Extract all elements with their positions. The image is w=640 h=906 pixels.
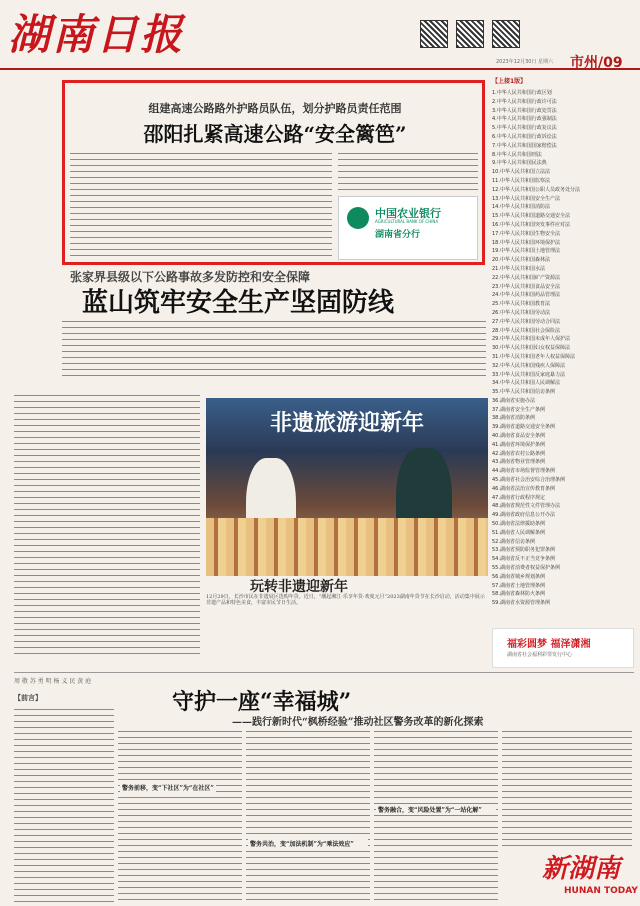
sidebar-list — [492, 76, 634, 636]
sidebar-list-item: 4.中华人民共和国行政强制法 — [492, 116, 557, 123]
bank-name: 中国农业银行 — [375, 207, 441, 220]
sidebar-list-item: 17.中华人民共和国生物安全法 — [492, 230, 560, 237]
sidebar-list-item: 47.湖南省行政程序规定 — [492, 494, 545, 501]
preface-label: 【前言】 — [14, 693, 42, 702]
section-label: 市州/09 — [570, 55, 623, 71]
sidebar-list-item: 48.湖南省规范性文件管理办法 — [492, 503, 560, 510]
sidebar-list-item: 50.湖南省法律援助条例 — [492, 521, 545, 528]
sidebar-list-item: 52.湖南省信访条例 — [492, 538, 535, 545]
sidebar-list-item: 41.湖南省环境保护条例 — [492, 441, 545, 448]
photo-banner-text: 非遗旅游迎新年 — [269, 410, 424, 436]
bottom-headline[interactable]: 守护一座“幸福城” — [172, 689, 352, 715]
sidebar-list-item: 45.湖南省社会治安综合治理条例 — [492, 477, 565, 484]
sidebar-list-item: 51.湖南省人民调解条例 — [492, 529, 545, 536]
author-line: 周 敬 苏 勇 明 杨 义 民 黄 庭 — [14, 678, 92, 685]
sidebar-list-item: 8.中华人民共和国刑法 — [492, 151, 542, 158]
product-shelf — [206, 518, 488, 576]
sidebar-list-item: 1.中华人民共和国行政区划 — [492, 90, 552, 96]
sidebar-list-item: 15.中华人民共和国道路交通安全法 — [492, 213, 570, 220]
bottom-subtitle: ——践行新时代“枫桥经验”推动社区警务改革的新化探索 — [232, 717, 484, 728]
sidebar-list-item: 2.中华人民共和国行政许可法 — [492, 98, 557, 105]
newspaper-title: 湖南日报 — [8, 10, 185, 59]
second-body-text-cont — [14, 392, 200, 656]
bottom-body-col2 — [118, 728, 242, 902]
bottom-body-col4 — [374, 728, 498, 902]
sidebar-list-item: 24.中华人民共和国药品管理法 — [492, 292, 560, 299]
sidebar-list-item: 9.中华人民共和国民法典 — [492, 160, 547, 167]
sidebar-list-item: 53.湖南省预防职务犯罪条例 — [492, 547, 555, 554]
sidebar-list-item: 20.中华人民共和国森林法 — [492, 257, 550, 264]
sidebar-list-item: 19.中华人民共和国土地管理法 — [492, 248, 560, 255]
abc-logo-icon — [347, 207, 369, 229]
second-body-text — [62, 318, 486, 380]
sidebar-list-item: 42.湖南省农村公路条例 — [492, 450, 545, 457]
lead-kicker: 组建高速公路路外护路员队伍，划分护路员责任范围 — [148, 102, 402, 115]
sidebar-list-item: 44.湖南省市场监督管理条例 — [492, 468, 555, 475]
sidebar-list-item: 10.中华人民共和国立法法 — [492, 169, 550, 176]
sidebar-list-item: 33.中华人民共和国反家庭暴力法 — [492, 371, 565, 378]
sidebar-list-item: 54.湖南省反不正当竞争条例 — [492, 556, 555, 563]
bank-name-en: AGRICULTURAL BANK OF CHINA — [375, 219, 439, 224]
sidebar-list-item: 16.中华人民共和国突发事件应对法 — [492, 221, 570, 228]
sidebar-list-item: 28.中华人民共和国社会保险法 — [492, 327, 560, 334]
fucai-slogan: 福彩圆梦 福泽潇湘 — [507, 639, 591, 650]
divider — [14, 672, 634, 673]
issue-date: 2023年12月30日 星期六 — [496, 59, 554, 65]
sidebar-list-item: 5.中华人民共和国行政复议法 — [492, 125, 557, 132]
sidebar-list-item: 38.湖南省消防条例 — [492, 415, 535, 422]
sidebar-list-item: 40.湖南省食品安全条例 — [492, 433, 545, 440]
sidebar-list-item: 14.中华人民共和国消防法 — [492, 204, 550, 211]
sidebar-list-item: 46.湖南省法治宣传教育条例 — [492, 485, 555, 492]
sidebar-list-item: 49.湖南省政府信息公开办法 — [492, 512, 555, 519]
sidebar-list-item: 35.中华人民共和国信访条例 — [492, 389, 555, 396]
masthead — [0, 0, 640, 70]
second-headline[interactable]: 蓝山筑牢安全生产坚固防线 — [82, 288, 395, 318]
sidebar-items — [492, 89, 634, 608]
sidebar-list-item: 56.湖南省城乡规划条例 — [492, 573, 545, 580]
sidebar-list-item: 31.中华人民共和国老年人权益保障法 — [492, 353, 575, 360]
sidebar-heading: 【上接1版】 — [492, 78, 527, 85]
abc-bank-ad[interactable] — [338, 196, 478, 260]
sidebar-list-item: 27.中华人民共和国劳动合同法 — [492, 318, 560, 325]
photo-caption: 12月29日，长沙市民在非遗展区选购年货。近日，“潮起湘江·乐享年货·欢度元旦”2023湖南年货节在长沙启动，活动集中展示非遗产品和特色美食，丰富市民节日生活。 — [206, 594, 485, 606]
qr-code-icon — [456, 20, 484, 48]
bank-branch: 湖南省分行 — [375, 230, 421, 240]
sidebar-list-item: 18.中华人民共和国环境保护法 — [492, 239, 560, 246]
sub-heading: 警务前移，变“下社区”为“在社区” — [120, 782, 216, 793]
sidebar-list-item: 34.中华人民共和国人民调解法 — [492, 380, 560, 387]
qr-code-icon — [420, 20, 448, 48]
lead-body-text — [70, 150, 332, 258]
sidebar-list-item: 7.中华人民共和国国家赔偿法 — [492, 142, 557, 149]
sidebar-list-item: 12.中华人民共和国公职人员政务处分法 — [492, 186, 580, 193]
sidebar-list-item: 37.湖南省安全生产条例 — [492, 406, 545, 413]
bottom-body-col3 — [246, 728, 370, 902]
sidebar-list-item: 13.中华人民共和国安全生产法 — [492, 195, 560, 202]
news-photo — [206, 398, 488, 576]
xinhunan-logo: 新湖南 — [542, 854, 621, 884]
sidebar-list-item: 23.中华人民共和国食品安全法 — [492, 283, 560, 290]
bottom-body-col5 — [502, 728, 632, 846]
sidebar-list-item: 36.湖南省实施办法 — [492, 397, 535, 404]
lead-headline[interactable]: 邵阳扎紧高速公路“安全篱笆” — [143, 122, 407, 146]
sidebar-list-item: 58.湖南省森林防火条例 — [492, 591, 545, 598]
fucai-sub: 湖南省社会福利彩票发行中心 — [507, 652, 573, 658]
sidebar-list-item: 21.中华人民共和国水法 — [492, 265, 545, 272]
lead-body-text-cont — [338, 150, 478, 192]
sidebar-list-item: 3.中华人民共和国行政处罚法 — [492, 107, 557, 114]
sidebar-list-item: 32.中华人民共和国残疾人保障法 — [492, 362, 565, 369]
sidebar-list-item: 26.中华人民共和国劳动法 — [492, 309, 550, 316]
photo-title: 玩转非遗迎新年 — [250, 579, 348, 595]
sidebar-list-item: 30.中华人民共和国妇女权益保障法 — [492, 345, 570, 352]
sidebar-list-item: 6.中华人民共和国行政诉讼法 — [492, 133, 557, 140]
sidebar-list-item: 29.中华人民共和国未成年人保护法 — [492, 336, 570, 343]
sidebar-list-item: 11.中华人民共和国监察法 — [492, 177, 550, 184]
sidebar-list-item: 22.中华人民共和国矿产资源法 — [492, 274, 560, 281]
sidebar-list-item: 55.湖南省消费者权益保护条例 — [492, 565, 560, 572]
second-strap: 张家界县级以下公路事故多发防控和安全保障 — [70, 270, 311, 284]
sidebar-list-item: 43.湖南省物业管理条例 — [492, 459, 545, 466]
sidebar-list-item: 39.湖南省道路交通安全条例 — [492, 424, 555, 431]
sidebar-list-item: 57.湖南省土地管理条例 — [492, 582, 545, 589]
sidebar-list-item: 59.湖南省水资源管理条例 — [492, 600, 550, 607]
qr-code-icon — [492, 20, 520, 48]
sidebar-list-item: 25.中华人民共和国教育法 — [492, 301, 550, 308]
hunan-today-label: HUNAN TODAY — [564, 886, 638, 896]
sub-heading: 警务共治，变“加法机制”为“乘法效应” — [248, 838, 368, 849]
fucai-lottery-ad[interactable] — [492, 628, 634, 668]
sub-heading: 警务融合，变“风险处置”为“一站化解” — [376, 804, 496, 815]
bottom-body-col1 — [14, 706, 114, 902]
